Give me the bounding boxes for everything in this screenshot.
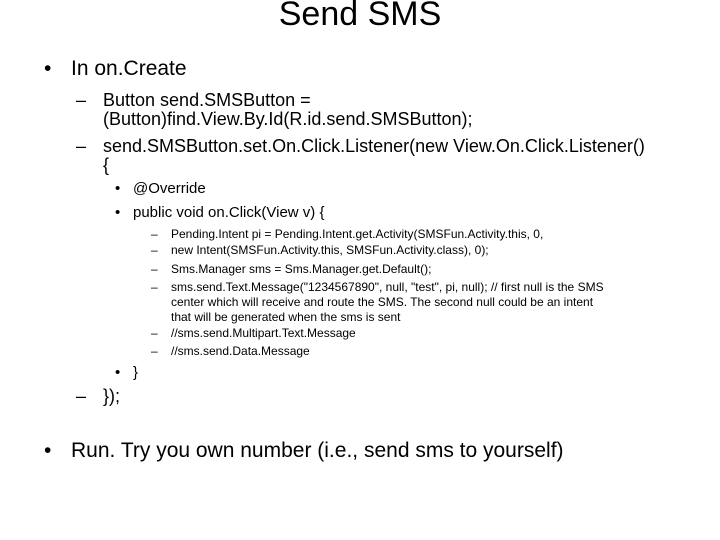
code-send-text-line3: that will be generated when the sms is sent bbox=[171, 310, 401, 324]
bullet-marker: • bbox=[44, 57, 52, 80]
button-decl-line2: (Button)find.View.By.Id(R.id.send.SMSButton); bbox=[103, 109, 473, 129]
bullet-marker: • bbox=[115, 180, 121, 197]
dash-marker: – bbox=[76, 386, 87, 406]
code-new-intent-text: new Intent(SMSFun.Activity.this, SMSFun.Activity.class), 0); bbox=[171, 243, 489, 257]
code-send-text-line2: center which will receive and route the SMS. The second null could be an intent bbox=[171, 295, 594, 309]
code-data-text: //sms.send.Data.Message bbox=[171, 344, 310, 358]
slide-title: Send SMS bbox=[278, 0, 442, 33]
code-sms-manager-text: Sms.Manager sms = Sms.Manager.get.Default(); bbox=[171, 262, 432, 276]
set-listener-line1: send.SMSButton.set.On.Click.Listener(new View.On.Click.Listener() bbox=[103, 136, 645, 156]
onclick-text: public void on.Click(View v) { bbox=[133, 204, 325, 221]
bullet-marker: • bbox=[115, 364, 121, 381]
dash-marker: – bbox=[151, 262, 158, 276]
dash-marker: – bbox=[151, 280, 158, 294]
bullet-marker: • bbox=[44, 439, 52, 462]
dash-marker: – bbox=[151, 344, 158, 358]
close-listener-text: }); bbox=[103, 386, 121, 406]
bullet-marker: • bbox=[115, 204, 121, 221]
close-brace-text: } bbox=[133, 364, 139, 381]
code-multipart-text: //sms.send.Multipart.Text.Message bbox=[171, 326, 356, 340]
dash-marker: – bbox=[76, 90, 87, 110]
override-text: @Override bbox=[133, 180, 206, 197]
button-decl-line1: Button send.SMSButton = bbox=[103, 90, 311, 110]
code-pending-intent-text: Pending.Intent pi = Pending.Intent.get.Activity(SMSFun.Activity.this, 0, bbox=[171, 227, 544, 241]
code-send-text-line1: sms.send.Text.Message("1234567890", null, "test", pi, null); // first null is the SMS bbox=[171, 280, 604, 294]
dash-marker: – bbox=[151, 326, 158, 340]
dash-marker: – bbox=[76, 136, 87, 156]
bullet-run-text: Run. Try you own number (i.e., send sms to yourself) bbox=[71, 439, 564, 462]
dash-marker: – bbox=[151, 227, 158, 241]
bullet-oncreate-text: In on.Create bbox=[71, 57, 187, 80]
dash-marker: – bbox=[151, 243, 158, 257]
set-listener-line2: { bbox=[103, 155, 110, 175]
